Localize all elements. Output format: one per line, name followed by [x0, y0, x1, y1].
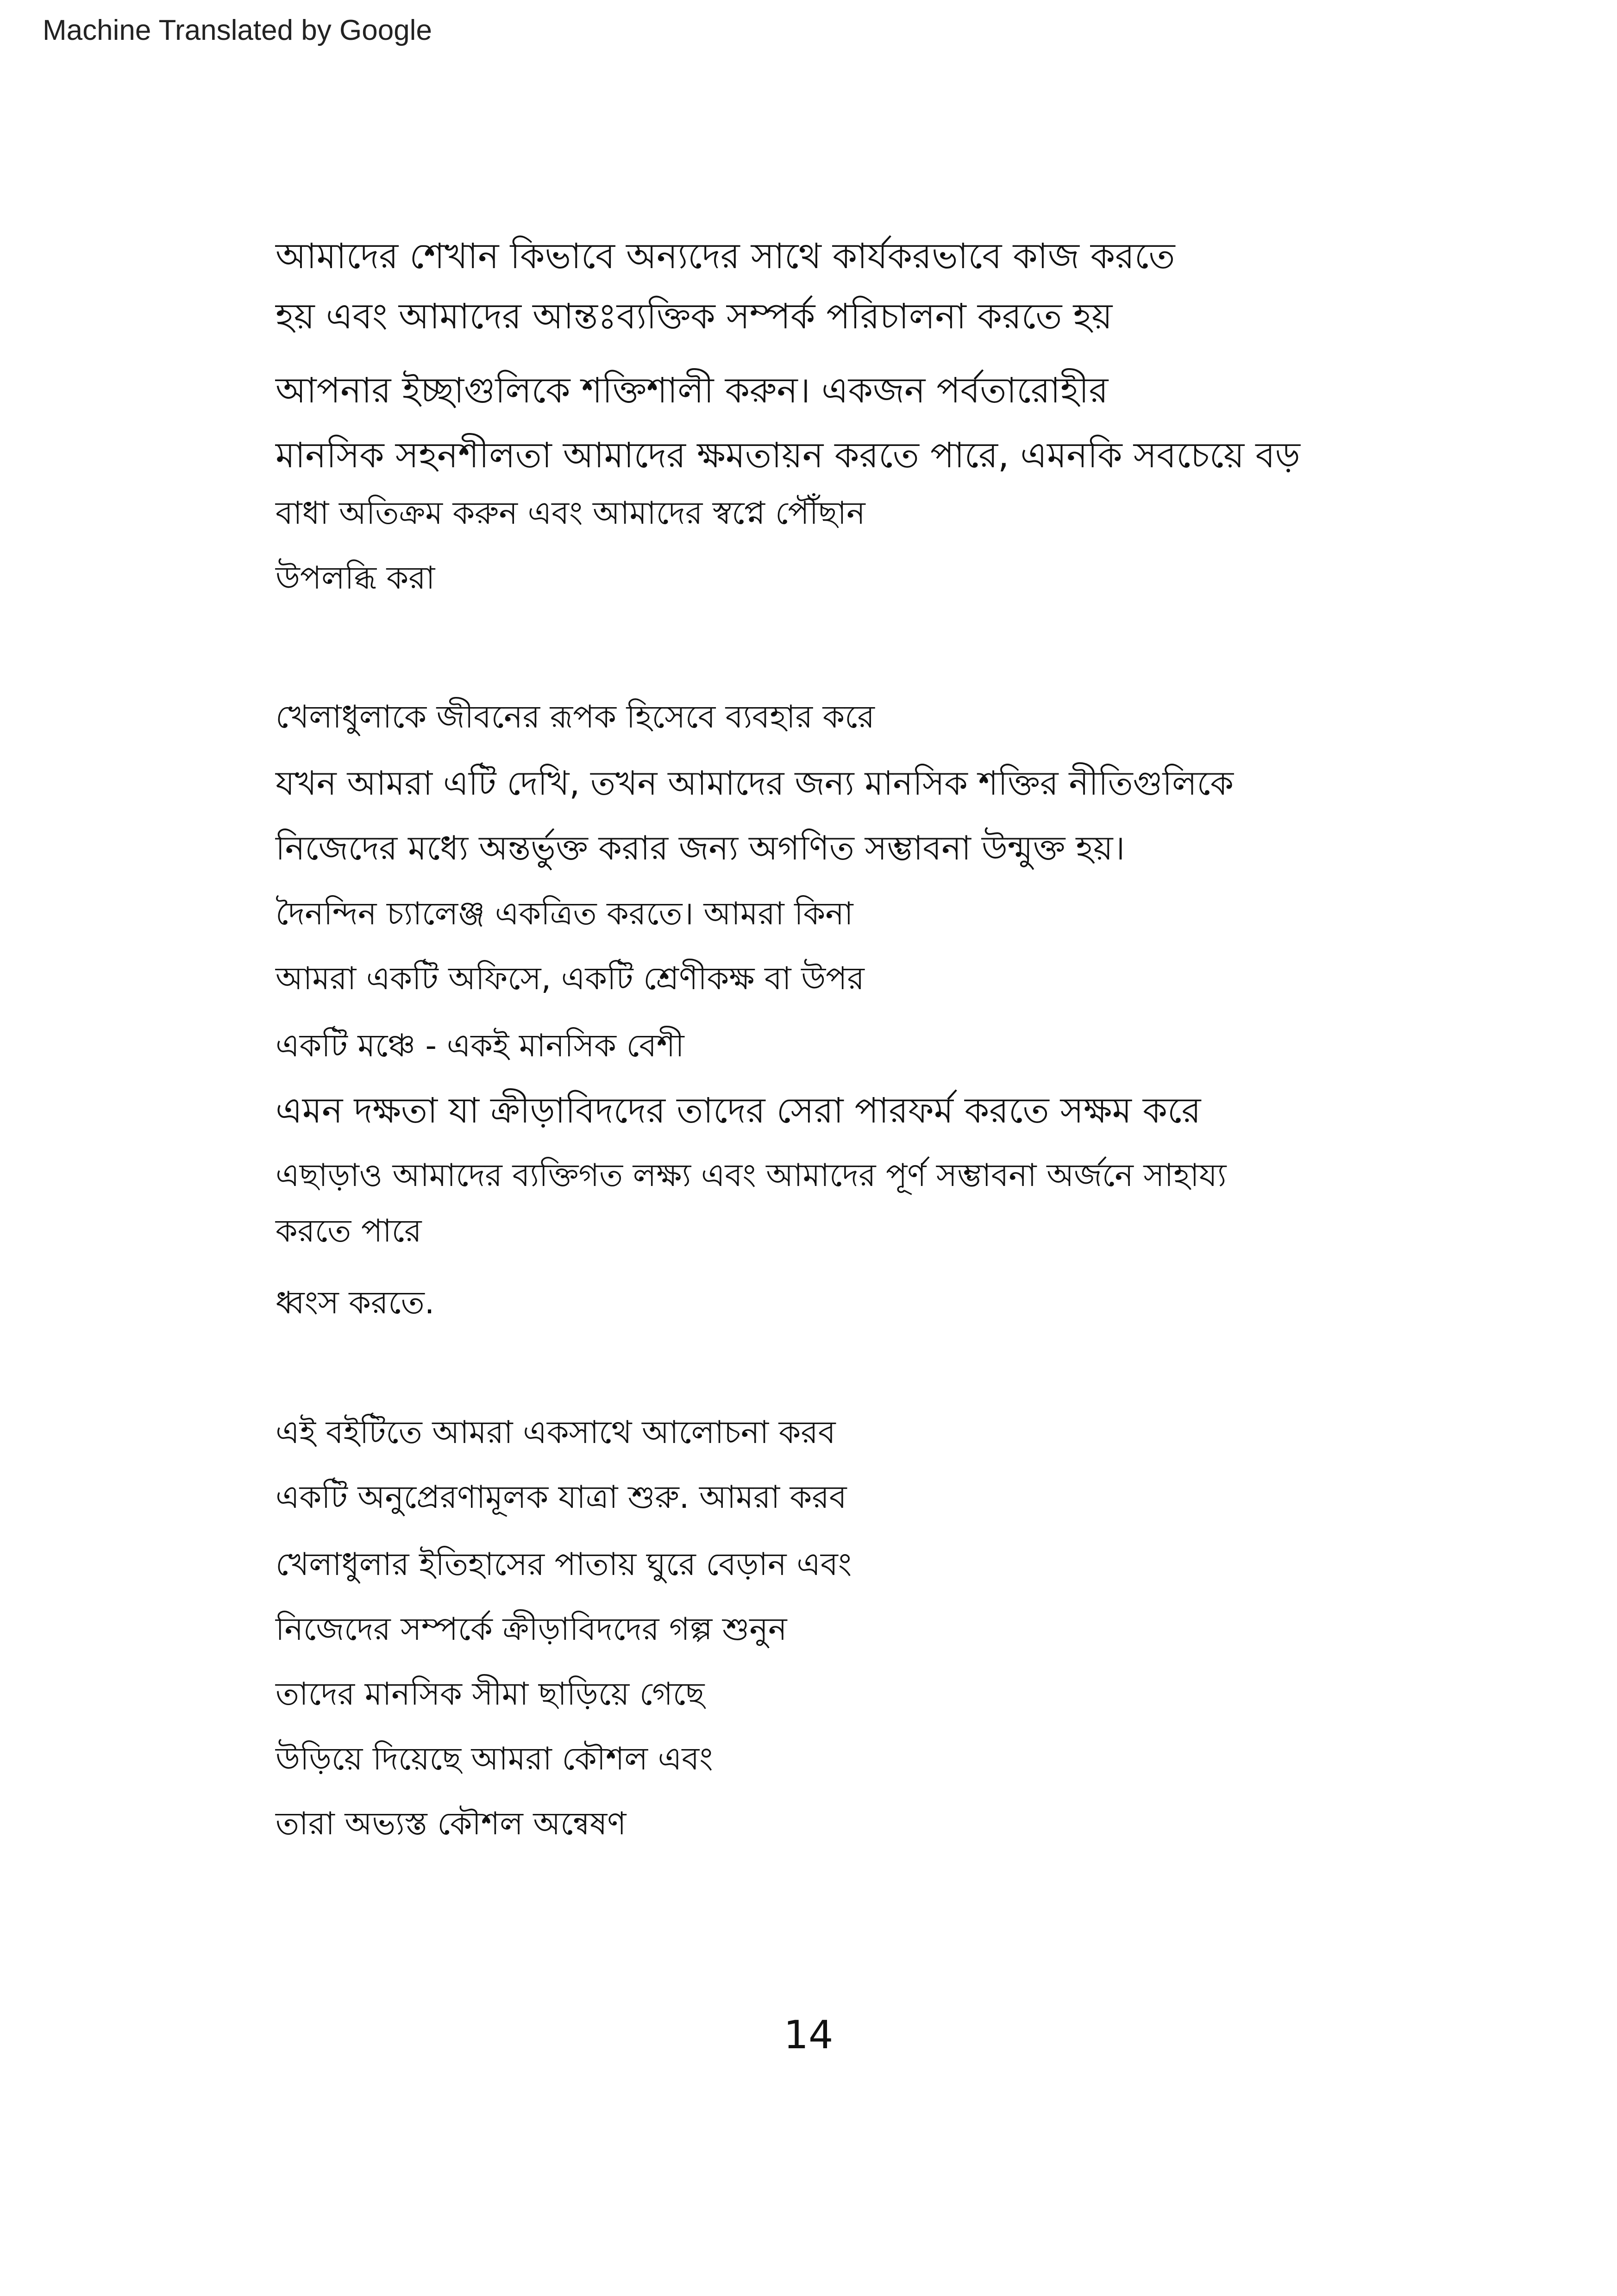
paragraph2-line-1: খেলাধুলাকে জীবনের রূপক হিসেবে ব্যবহার করে: [276, 699, 875, 735]
paragraph3-line-1: এই বইটিতে আমরা একসাথে আলোচনা করব: [276, 1414, 836, 1451]
paragraph2-line-7: এমন দক্ষতা যা ক্রীড়াবিদদের তাদের সেরা পারফর্ম করতে সক্ষম করে: [276, 1090, 1201, 1131]
paragraph3-line-5: তাদের মানসিক সীমা ছাড়িয়ে গেছে: [276, 1676, 705, 1713]
paragraph1-line-4: মানসিক সহনশীলতা আমাদের ক্ষমতায়ন করতে পারে, এমনকি সবচেয়ে বড়: [276, 434, 1300, 476]
paragraph2-line-9: করতে পারে: [276, 1213, 422, 1249]
paragraph3-line-7: তারা অভ্যস্ত কৌশল অন্বেষণ: [276, 1806, 627, 1842]
paragraph1-line-3: আপনার ইচ্ছাগুলিকে শক্তিশালী করুন। একজন পর্বতারোহীর: [276, 370, 1109, 411]
paragraph1-line-5: বাধা অতিক্রম করুন এবং আমাদের স্বপ্নে পৌঁছান: [276, 495, 865, 532]
paragraph1-line-1: আমাদের শেখান কিভাবে অন্যদের সাথে কার্যকরভাবে কাজ করতে: [276, 235, 1175, 276]
paragraph2-line-4: দৈনন্দিন চ্যালেঞ্জ একত্রিত করতে। আমরা কিনা: [276, 896, 853, 932]
paragraph2-line-5: আমরা একটি অফিসে, একটি শ্রেণীকক্ষ বা উপর: [276, 960, 865, 997]
paragraph2-line-6: একটি মঞ্চে - একই মানসিক বেশী: [276, 1028, 684, 1064]
paragraph3-line-3: খেলাধুলার ইতিহাসের পাতায় ঘুরে বেড়ান এবং: [276, 1546, 852, 1583]
paragraph3-line-6: উড়িয়ে দিয়েছে আমরা কৌশল এবং: [276, 1741, 713, 1777]
paragraph2-line-3: নিজেদের মধ্যে অন্তর্ভুক্ত করার জন্য অগণিত সম্ভাবনা উন্মুক্ত হয়।: [276, 828, 1125, 867]
page-number: 14: [783, 2012, 834, 2058]
paragraph3-line-4: নিজেদের সম্পর্কে ক্রীড়াবিদদের গল্প শুনুন: [276, 1611, 787, 1648]
paragraph1-line-6: উপলব্ধি করা: [276, 560, 435, 596]
machine-translation-notice: Machine Translated by Google: [43, 14, 432, 46]
paragraph1-line-2: হয় এবং আমাদের আন্তঃব্যক্তিক সম্পর্ক পরিচালনা করতে হয়: [276, 295, 1113, 337]
paragraph2-line-8: এছাড়াও আমাদের ব্যক্তিগত লক্ষ্য এবং আমাদের পূর্ণ সম্ভাবনা অর্জনে সাহায্য: [276, 1157, 1227, 1194]
paragraph2-line-10: ধ্বংস করতে.: [276, 1285, 435, 1321]
paragraph2-line-2: যখন আমরা এটি দেখি, তখন আমাদের জন্য মানসিক শক্তির নীতিগুলিকে: [276, 764, 1234, 803]
paragraph3-line-2: একটি অনুপ্রেরণামূলক যাত্রা শুরু. আমরা করব: [276, 1479, 847, 1516]
